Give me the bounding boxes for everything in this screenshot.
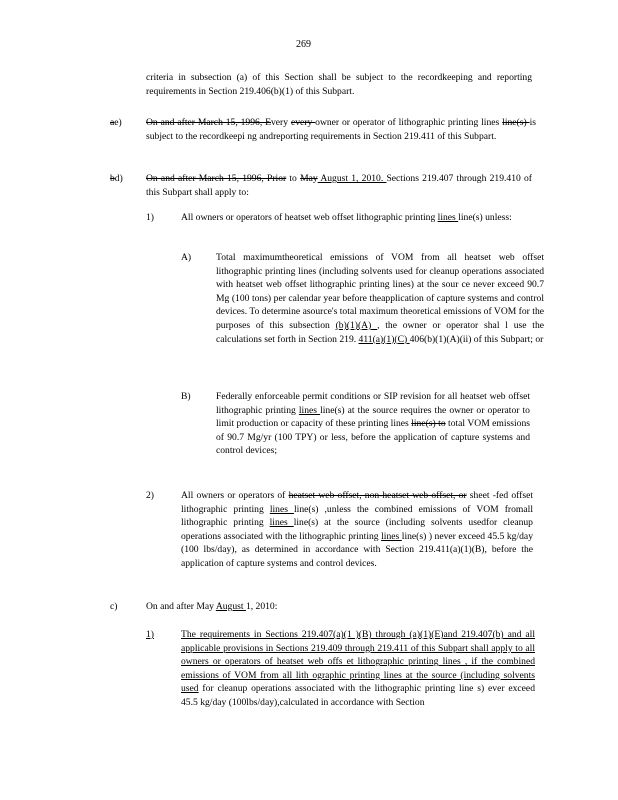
inserted-text: (b)(1)(A)	[335, 319, 378, 331]
body-text: 1, 2010:	[245, 601, 278, 612]
deleted-text: line(s)	[502, 117, 530, 128]
body-text: All owners or operators of heatset web offset lithographic printing	[181, 212, 438, 223]
deleted-text: heatset web offset, non-heatset web offset, or	[288, 490, 467, 501]
body-text: total VOM emissions of 90.7 Mg/yr (100 TPY) or less, before the application of capture systems and control devices;	[216, 418, 531, 457]
body-text: All owners or operators of	[181, 490, 289, 501]
item-b2-label: 2)	[146, 490, 154, 501]
inserted-text: The requirements in Sections 219.407(a)(1 )(B) through (a)(1)(E)and 219.407(b) and all applicable provisions in Sections 219.409 through 219.411 of this Subpart shall apply to all owners or operators of heatset web offs et lithographic printing lines , if the combined emissions of VOM from all lith ographic printing lines at the source (including solvents used	[181, 629, 535, 695]
inserted-text: lines	[298, 404, 321, 416]
body-text: , the owner or operator shal l use the calculations set forth in Section 219.	[216, 319, 544, 345]
body-text: very	[270, 117, 291, 128]
body-text: Sections 219.407 through 219.410 of this Subpart shall apply to:	[146, 173, 532, 198]
body-text: to	[286, 173, 301, 184]
item-b1-paragraph	[181, 211, 529, 225]
inserted-text: lines	[269, 517, 294, 529]
inserted-text: August 1, 2010.	[317, 173, 387, 184]
body-text: line(s) at the source requires the owner or operator to limit production or capacity of these printing lines	[216, 404, 530, 430]
subsection-c-paragraph	[146, 600, 526, 614]
subsection-a-label	[110, 116, 122, 130]
item-b1-label: 1)	[146, 212, 154, 223]
label-deleted: a	[110, 117, 115, 128]
body-text: for cleanup operations associated with the lithographic printing line s) ever exceed 45.5 kg/day (100lbs/day),calculated in accordance with Section	[181, 683, 535, 708]
body-text: Federally enforceable permit conditions or SIP revision for all heatset web offset lithographic printing	[216, 391, 530, 416]
inserted-text: 411(a)(1)(C)	[358, 333, 410, 345]
inserted-text: lines	[437, 212, 459, 223]
item-b2-paragraph	[181, 489, 533, 571]
item-c1-paragraph	[181, 628, 535, 710]
item-bA-paragraph	[216, 251, 544, 346]
subsection-b-label	[110, 172, 123, 186]
inserted-text: August	[215, 601, 246, 612]
body-text: Total maximumtheoretical emissions of VOM from all heatset web offset lithographic printing lines (including solvents used for cleanup operations associated with heatset web offset lithographic printing lines) at the sour ce never exceed 90.7 Mg (100 tons) per calendar year before theapplication of capture systems and control devices. To determine asource's total maximum theoretical emissions of VOM for the purposes of this subsection	[216, 252, 544, 331]
item-bA-label: A)	[181, 252, 192, 263]
subsection-b-paragraph	[146, 172, 532, 199]
page-number: 269	[296, 39, 311, 50]
body-text: line(s) at the source (including solvents usedfor cleanup operations associated with the lithographic printing	[181, 517, 533, 542]
subsection-a-paragraph	[146, 116, 536, 143]
body-text: On and after May	[146, 601, 216, 612]
deleted-text: every	[290, 117, 316, 128]
inserted-text: lines	[269, 503, 294, 515]
body-text: line(s) unless:	[458, 212, 512, 223]
body-text: line(s) ) never exceed 45.5 kg/day (100 lbs/day), as determined in accordance with Section 219.411(a)(1)(B), before the application of capture systems and control devices.	[181, 530, 533, 569]
body-text: sheet -fed offset lithographic printing	[181, 490, 534, 515]
deleted-text: On and after March 15, 1996, E	[146, 117, 271, 128]
item-bB-label: B)	[181, 391, 191, 402]
continuation-paragraph	[146, 71, 532, 98]
body-text: line(s) ,unless the combined emissions of VOM fromall lithographic printing	[181, 503, 533, 529]
label-inserted: e)	[114, 117, 122, 128]
body-text: 406(b)(1)(A)(ii) of this Subpart; or	[409, 333, 544, 345]
label-deleted: b	[110, 173, 115, 184]
deleted-text: On and after March 15, 1996, Prior	[146, 173, 287, 184]
label-inserted: d)	[114, 173, 123, 184]
inserted-text: lines	[381, 530, 402, 542]
deleted-text: May	[300, 173, 318, 184]
body-text: is subject to the recordkeepi ng andreporting requirements in Section 219.411 of this Subpart.	[146, 117, 536, 142]
subsection-c-label: c)	[110, 601, 118, 612]
item-c1-label	[146, 628, 154, 642]
deleted-text: line(s) to	[411, 418, 446, 430]
body-text: owner or operator of lithographic printing lines	[315, 117, 503, 128]
item-bB-paragraph	[216, 390, 530, 458]
continuation-text: criteria in subsection (a) of this Section shall be subject to the recordkeeping and reporting requirements in Section 219.406(b)(1) of this Subpart.	[146, 72, 532, 97]
inserted-label: 1)	[146, 629, 154, 640]
